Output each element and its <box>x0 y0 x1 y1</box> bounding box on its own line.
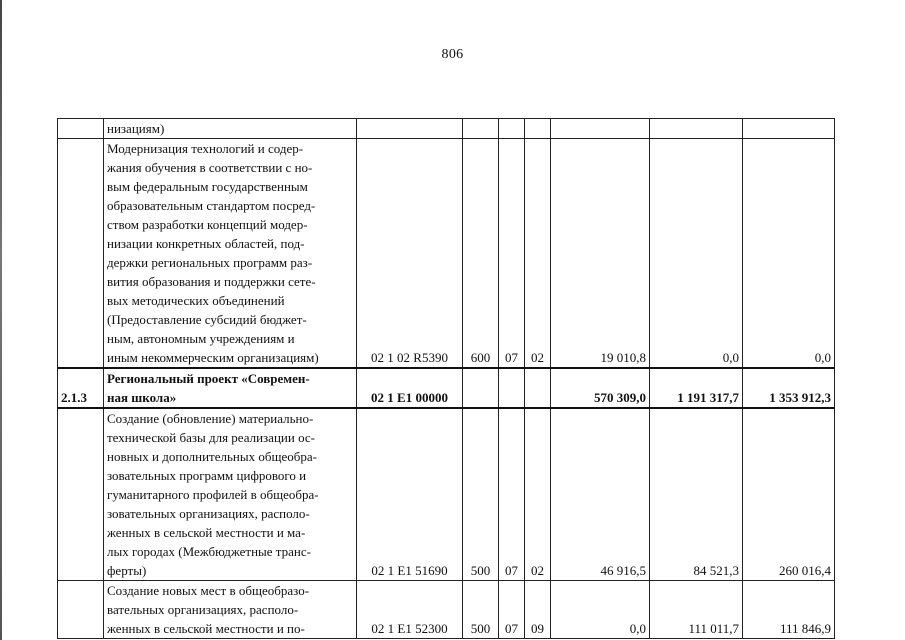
amount-year-2: 111 011,7 <box>650 581 743 639</box>
amount-year-3: 111 846,9 <box>743 581 835 639</box>
amount-year-1: 19 010,8 <box>551 139 650 369</box>
row-name-line: женных в сельской местности и ма- <box>107 525 306 540</box>
row-name-line: ферты) <box>107 563 147 578</box>
section-code <box>499 368 525 408</box>
row-name-line: держки региональных программ раз- <box>107 255 313 270</box>
row-name-line: вития образования и поддержки сете- <box>107 274 316 289</box>
amount-year-2: 1 191 317,7 <box>650 368 743 408</box>
section-code: 07 <box>499 581 525 639</box>
row-name-line: лых городах (Межбюджетные транс- <box>107 544 311 559</box>
row-name <box>104 368 357 408</box>
row-name-line: вым федеральным государственным <box>107 179 308 194</box>
row-name-line: Модернизация технологий и содер- <box>107 141 304 156</box>
section-code <box>499 119 525 139</box>
amount-year-1 <box>551 119 650 139</box>
row-code <box>58 408 104 581</box>
section-code: 07 <box>499 408 525 581</box>
row-name-line: (Предоставление субсидий бюджет- <box>107 312 307 327</box>
row-name-line: низации конкретных областей, под- <box>107 236 305 251</box>
subsection-code <box>525 368 551 408</box>
amount-year-3: 1 353 912,3 <box>743 368 835 408</box>
amount-year-3 <box>743 119 835 139</box>
row-code <box>58 139 104 369</box>
expense-type-code: 600 <box>463 139 499 369</box>
row-name-line: новных и дополнительных общеобра- <box>107 449 317 464</box>
row-name-line: ным, автономным учреждениям и <box>107 331 295 346</box>
amount-year-2: 84 521,3 <box>650 408 743 581</box>
expense-type-code <box>463 368 499 408</box>
target-article-code <box>357 119 463 139</box>
table-row <box>58 408 835 581</box>
amount-year-2: 0,0 <box>650 139 743 369</box>
row-name-line: Создание (обновление) материально- <box>107 411 314 426</box>
section-code: 07 <box>499 139 525 369</box>
row-name <box>104 139 357 369</box>
scan-edge <box>0 0 2 640</box>
row-name-line: зовательных организациях, располо- <box>107 506 310 521</box>
subsection-code <box>525 119 551 139</box>
budget-table <box>57 118 835 639</box>
row-name <box>104 119 357 139</box>
target-article-code: 02 1 E1 51690 <box>357 408 463 581</box>
subsection-code: 02 <box>525 139 551 369</box>
expense-type-code <box>463 119 499 139</box>
row-code: 2.1.3 <box>58 368 104 408</box>
row-name <box>104 408 357 581</box>
target-article-code: 02 1 E1 52300 <box>357 581 463 639</box>
table-row <box>58 139 835 369</box>
row-name-line: Создание новых мест в общеобразо- <box>107 583 310 598</box>
expense-type-code: 500 <box>463 581 499 639</box>
row-name-line: ная школа» <box>107 390 177 405</box>
page-number: 806 <box>441 47 464 62</box>
row-name-line: жания обучения в соответствии с но- <box>107 160 313 175</box>
row-name-line: гуманитарного профилей в общеобра- <box>107 487 319 502</box>
subsection-code: 09 <box>525 581 551 639</box>
row-name-line: женных в сельской местности и по- <box>107 621 305 636</box>
target-article-code: 02 1 02 R5390 <box>357 139 463 369</box>
amount-year-2 <box>650 119 743 139</box>
row-name-line: низациям) <box>107 121 165 136</box>
row-name <box>104 581 357 639</box>
expense-type-code: 500 <box>463 408 499 581</box>
amount-year-1: 570 309,0 <box>551 368 650 408</box>
row-code <box>58 581 104 639</box>
row-name-line: Региональный проект «Современ- <box>107 371 310 386</box>
row-name-line: иным некоммерческим организациям) <box>107 350 319 365</box>
row-name-line: вательных организациях, располо- <box>107 602 299 617</box>
row-code <box>58 119 104 139</box>
row-name-line: ством разработки концепций модер- <box>107 217 308 232</box>
amount-year-1: 0,0 <box>551 581 650 639</box>
target-article-code: 02 1 E1 00000 <box>357 368 463 408</box>
amount-year-1: 46 916,5 <box>551 408 650 581</box>
amount-year-3: 0,0 <box>743 139 835 369</box>
row-name-line: зовательных программ цифрового и <box>107 468 307 483</box>
table-row <box>58 119 835 139</box>
table-row <box>58 368 835 408</box>
table-row <box>58 581 835 639</box>
row-name-line: технической базы для реализации ос- <box>107 430 315 445</box>
row-name-line: образовательным стандартом посред- <box>107 198 316 213</box>
row-name-line: вых методических объединений <box>107 293 285 308</box>
subsection-code: 02 <box>525 408 551 581</box>
amount-year-3: 260 016,4 <box>743 408 835 581</box>
